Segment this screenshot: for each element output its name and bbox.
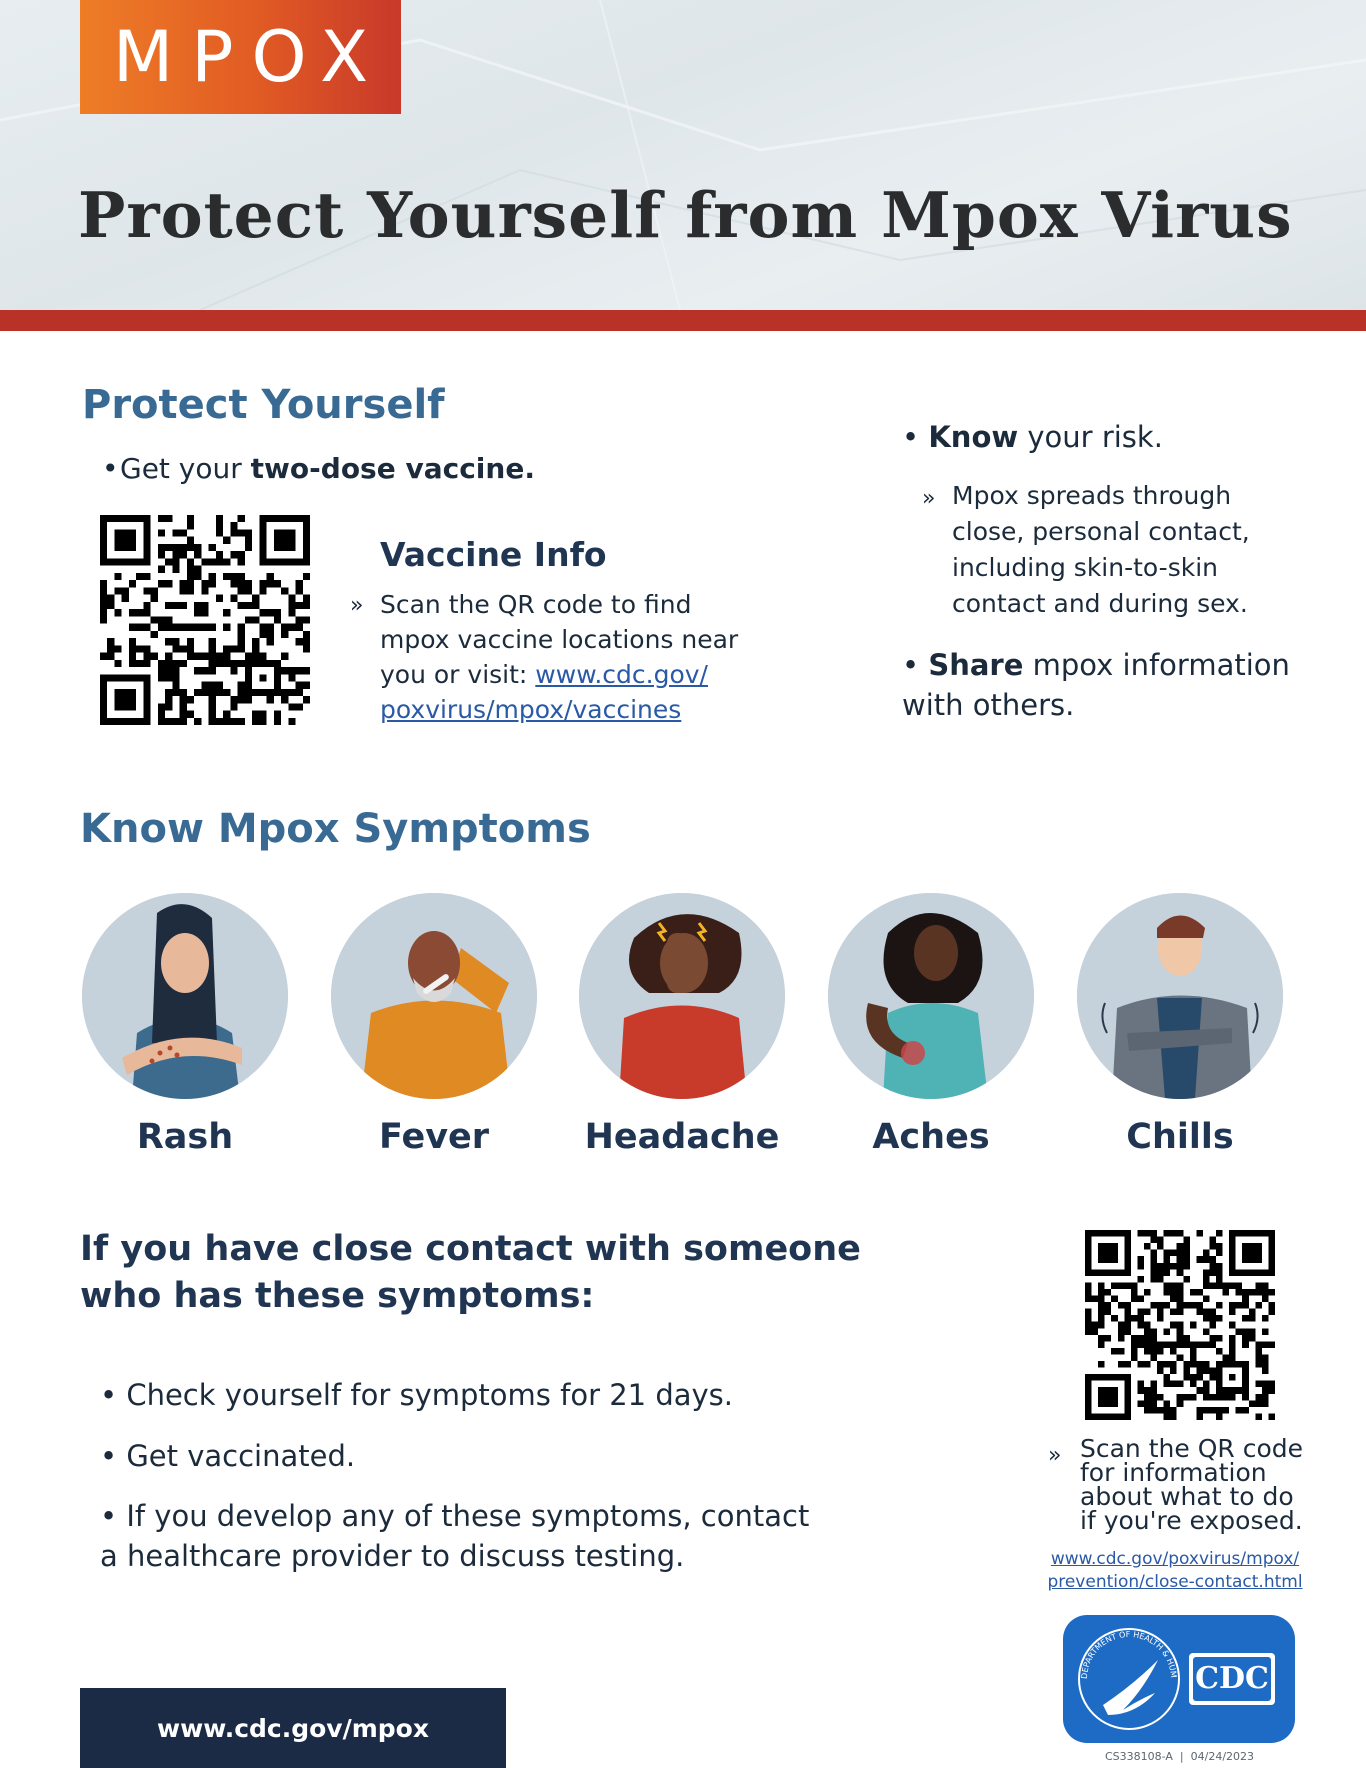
bullet-dot: • xyxy=(100,1499,127,1533)
chills-illustration xyxy=(1077,893,1283,1099)
footer-url-bar[interactable] xyxy=(80,1688,506,1768)
contact-bullet xyxy=(100,1436,820,1476)
bullet-dot: • xyxy=(902,420,929,454)
seal-text: DEPARTMENT OF HEALTH & HUM xyxy=(1079,1629,1179,1680)
contact-bullet-text: Check yourself for symptoms for 21 days. xyxy=(126,1378,733,1412)
document-code-date: 04/24/2023 xyxy=(1190,1750,1255,1763)
document-code xyxy=(1105,1750,1254,1763)
risk-text: Mpox spreads through close, personal contact, including skin-to-skin contact and during sex. xyxy=(952,481,1250,618)
close-contact-heading: If you have close contact with someone who has these symptoms: xyxy=(80,1229,861,1316)
symptom-label: Rash xyxy=(136,1117,234,1157)
contact-bullet xyxy=(100,1496,820,1576)
symptom-rash xyxy=(80,893,290,1157)
cdc-logo-text: CDC xyxy=(1195,1661,1269,1696)
close-contact-link[interactable]: www.cdc.gov/poxvirus/mpox/ prevention/close-contact.html xyxy=(1047,1549,1303,1592)
brand-label: MPOX xyxy=(112,16,387,98)
chevron-right-icon: » xyxy=(1048,1443,1062,1468)
know-risk-bold: Know xyxy=(928,420,1019,454)
bullet-dot: • xyxy=(100,1439,127,1473)
share-rest: mpox information with others. xyxy=(902,648,1290,722)
hhs-cdc-badge xyxy=(1063,1615,1295,1743)
contact-bullet-text: Get vaccinated. xyxy=(126,1439,356,1473)
rash-illustration xyxy=(82,893,288,1099)
document-code-id: CS338108-A xyxy=(1105,1750,1173,1763)
header-divider xyxy=(0,310,1366,331)
exposure-qr-code[interactable] xyxy=(1085,1230,1275,1420)
know-risk-bullet xyxy=(902,420,1163,454)
aches-illustration xyxy=(828,893,1034,1099)
bullet-dot: • xyxy=(102,452,119,485)
symptom-chills xyxy=(1075,893,1285,1157)
symptom-label: Fever xyxy=(378,1117,490,1157)
chevron-right-icon: » xyxy=(350,593,364,618)
symptom-headache xyxy=(577,893,787,1157)
symptom-label: Aches xyxy=(872,1117,990,1157)
vaccine-bullet xyxy=(102,452,535,485)
bullet-dot: • xyxy=(100,1378,127,1412)
contact-bullet xyxy=(100,1375,820,1415)
vaccine-info-body: Scan the QR code to find mpox vaccine locations near you or visit: xyxy=(380,590,739,689)
fever-illustration xyxy=(331,893,537,1099)
know-symptoms-heading: Know Mpox Symptoms xyxy=(80,806,591,852)
vaccine-info-link[interactable]: www.cdc.gov/ poxvirus/mpox/vaccines xyxy=(380,660,708,724)
chevron-right-icon: » xyxy=(922,486,936,511)
vaccine-qr-code[interactable] xyxy=(100,515,310,725)
symptom-aches xyxy=(826,893,1036,1157)
protect-yourself-heading: Protect Yourself xyxy=(82,382,445,428)
document-code-separator: | xyxy=(1179,1750,1184,1763)
footer-url[interactable]: www.cdc.gov/mpox xyxy=(157,1713,429,1743)
symptom-label: Headache xyxy=(584,1117,780,1157)
exposure-qr-text: Scan the QR code for information about what to do if you're exposed. xyxy=(1080,1434,1303,1535)
contact-bullet-text: If you develop any of these symptoms, contact a healthcare provider to discuss testing. xyxy=(100,1499,810,1573)
bullet-dot: • xyxy=(902,648,929,682)
vaccine-info-text xyxy=(380,587,740,727)
vaccine-bullet-bold: two-dose vaccine. xyxy=(250,452,535,485)
share-bullet xyxy=(902,645,1302,725)
symptom-fever xyxy=(329,893,539,1157)
page-title: Protect Yourself from Mpox Virus xyxy=(78,178,1293,252)
headache-illustration xyxy=(579,893,785,1099)
share-bold: Share xyxy=(928,648,1024,682)
vaccine-info-heading: Vaccine Info xyxy=(380,535,607,574)
mpox-brand-box xyxy=(80,0,401,114)
vaccine-bullet-prefix: Get your xyxy=(120,452,251,485)
know-risk-rest: your risk. xyxy=(1018,420,1163,454)
symptom-label: Chills xyxy=(1126,1117,1234,1157)
